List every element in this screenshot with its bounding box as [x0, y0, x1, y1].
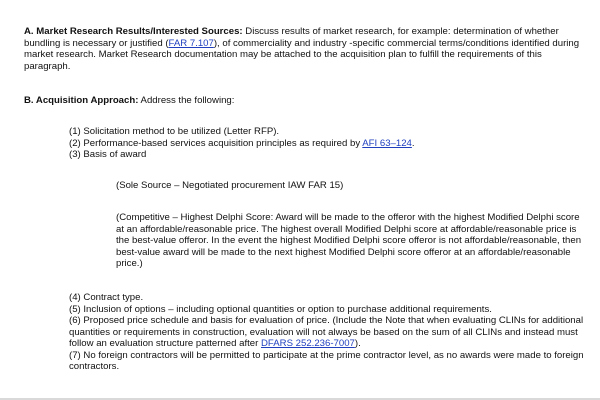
list-item-2-end: . — [411, 137, 415, 149]
section-a-paragraph — [24, 26, 580, 72]
section-b-heading: B. Acquisition Approach: — [24, 95, 139, 106]
section-b-heading-line — [24, 95, 580, 107]
list-item-4: (4) Contract type. — [69, 292, 144, 303]
dfars-252-236-7007-link[interactable]: DFARS 252.236-7007 — [261, 338, 355, 349]
afi-63-124-link[interactable]: AFI 63–124 — [362, 137, 412, 149]
far-7-107-link[interactable]: FAR 7.107 — [168, 37, 214, 49]
list-item-6-text: (6) Proposed price schedule and basis for evaluation of price. (Include the Note that when evaluating CLINs for additional quantities or requirements in construction, evaluation will not always be based on the sum of all CLINs and instead must follow an evaluation structure patterned after — [69, 315, 584, 349]
section-a-text-2: ), of commerciality and industry -specific commercial terms/conditions identified during market research. Market Research documentation may be attached to the acquisition plan to fulfill the requirements of this paragraph. — [24, 37, 580, 72]
list-item-3: (3) Basis of award — [69, 149, 147, 160]
list-item-5: (5) Inclusion of options – including optional quantities or option to purchase additional requirements. — [69, 303, 492, 315]
list-item-1: (1) Solicitation method to be utilized (Letter RFP). — [69, 126, 280, 137]
list-item-7: (7) No foreign contractors will be permitted to participate at the prime contractor level, as no awards were made to foreign contractors. — [69, 349, 584, 372]
section-b-intro: Address the following: — [138, 95, 235, 106]
list-item-6-end: ). — [354, 338, 361, 349]
acquisition-list-bottom — [69, 292, 589, 373]
acquisition-list-top — [69, 126, 589, 161]
competitive-note: (Competitive – Highest Delphi Score: Award will be made to the offeror with the highest Modified Delphi score at an affordable/reasonable price. The highest overall Modified Delphi score at affordable/reasonable price is the best-value offeror. In the event the highest Modified Delphi score offeror is not affordable/reasonable, then best-value award will be made to the next highest Modified Delphi score offeror at an affordable/reasonable price.) — [116, 212, 582, 269]
list-item-6 — [69, 315, 589, 350]
list-item-2-text: (2) Performance-based services acquisition principles as required by — [69, 137, 363, 149]
sole-source-note: (Sole Source – Negotiated procurement IAW FAR 15) — [116, 180, 344, 191]
list-item-2 — [69, 138, 589, 150]
section-a-heading: A. Market Research Results/Interested Sources: — [24, 26, 243, 37]
section-a-text-1: Discuss results of market research, for example: determination of whether bundling is necessary or justified ( — [24, 26, 559, 49]
